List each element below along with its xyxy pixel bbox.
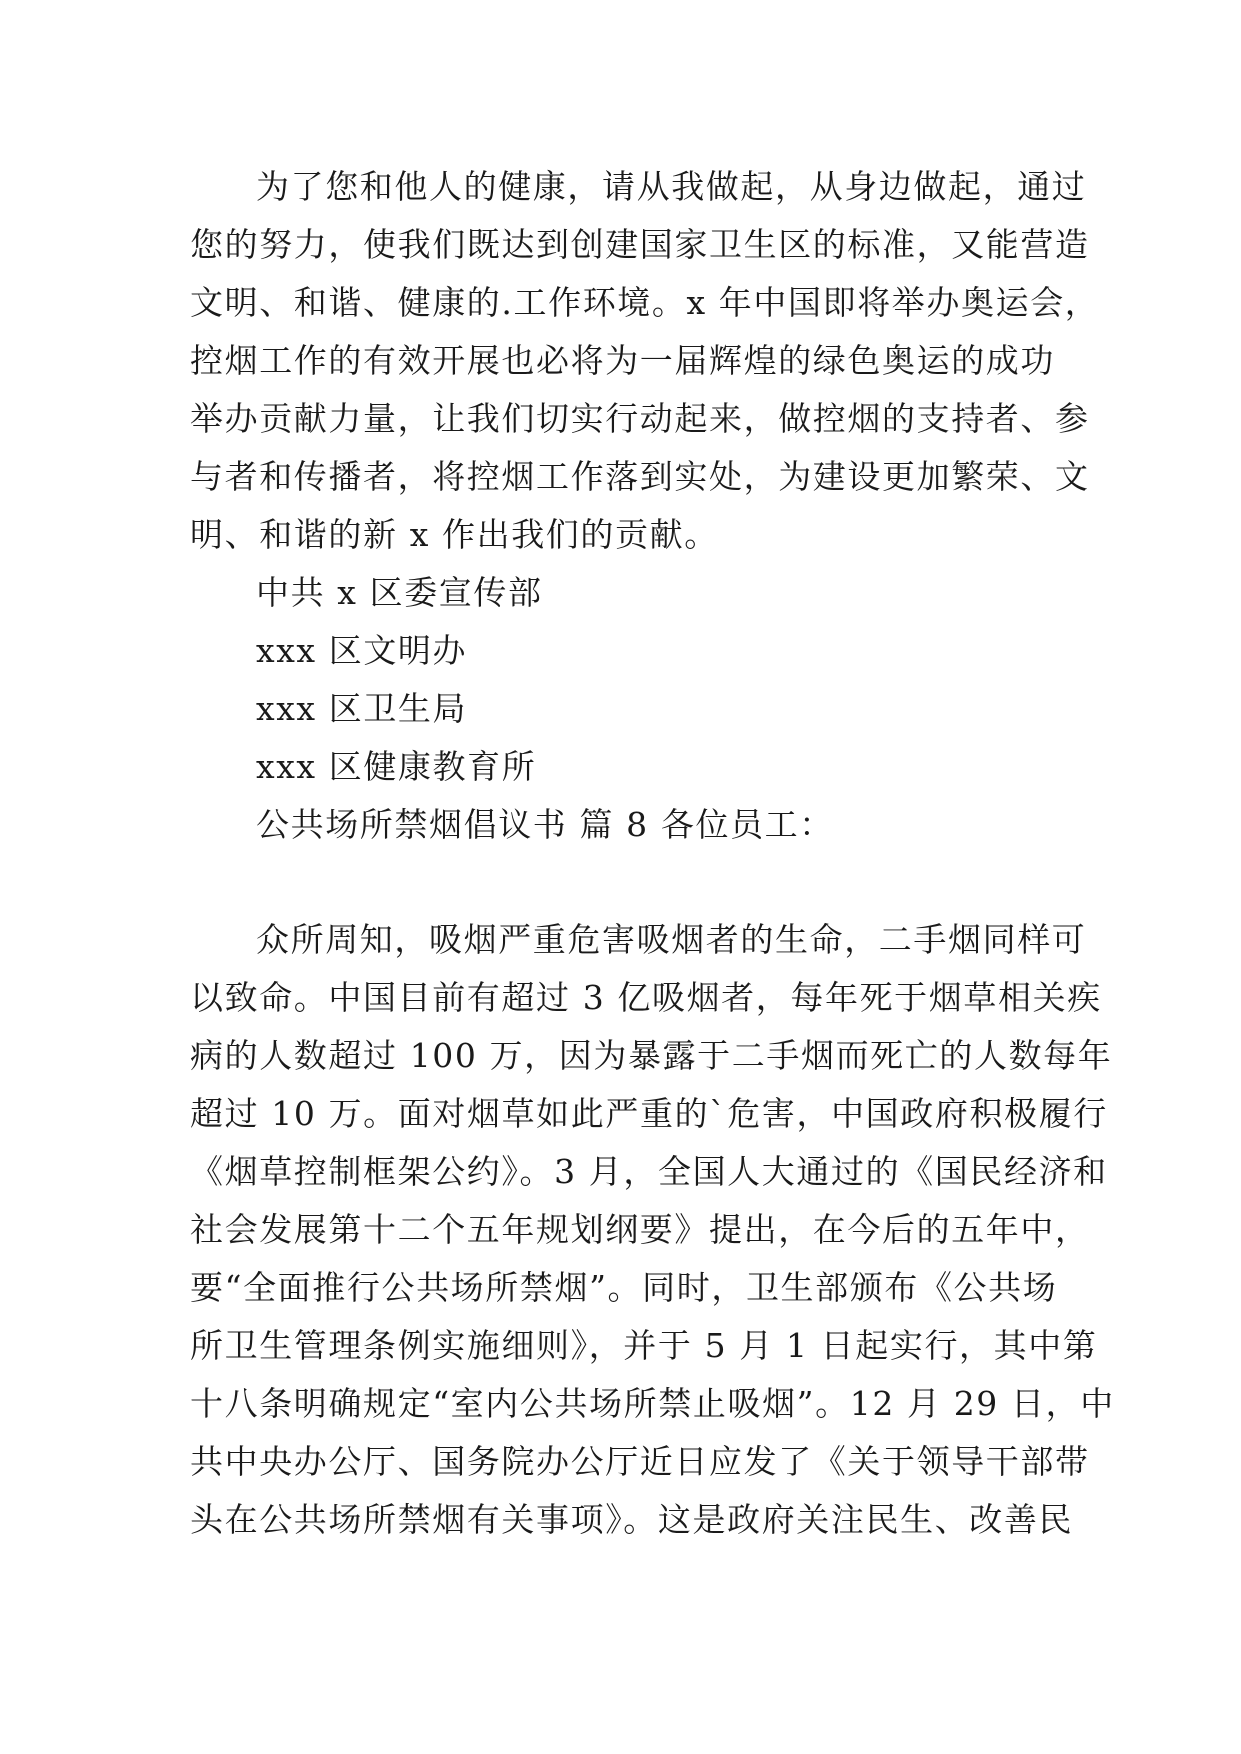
paragraph-line: 明、和谐的新 x 作出我们的贡献。 xyxy=(190,515,719,554)
paragraph-line: 您的努力，使我们既达到创建国家卫生区的标准，又能营造 xyxy=(190,225,1090,264)
text-section-1 xyxy=(190,158,1100,854)
paragraph-line: 举办贡献力量，让我们切实行动起来，做控烟的支持者、参 xyxy=(190,399,1090,438)
paragraph-line: 头在公共场所禁烟有关事项》。这是政府关注民生、改善民 xyxy=(190,1500,1074,1539)
paragraph-line: 十八条明确规定“室内公共场所禁止吸烟”。12 月 29 日，中 xyxy=(190,1384,1115,1423)
paragraph-line: 病的人数超过 100 万，因为暴露于二手烟而死亡的人数每年 xyxy=(190,1036,1113,1075)
paragraph-line: 控烟工作的有效开展也必将为一届辉煌的绿色奥运的成功 xyxy=(190,341,1055,380)
paragraph-line: 以致命。中国目前有超过 3 亿吸烟者，每年死于烟草相关疾 xyxy=(190,978,1102,1017)
signature-line: 中共 x 区委宣传部 xyxy=(256,573,543,612)
signature-line: xxx 区卫生局 xyxy=(256,689,468,728)
paragraph-line: 文明、和谐、健康的.工作环境。x 年中国即将举办奥运会， xyxy=(190,283,1100,322)
paragraph-line: 所卫生管理条例实施细则》，并于 5 月 1 日起实行，其中第 xyxy=(190,1326,1098,1365)
paragraph-line: 社会发展第十二个五年规划纲要》提出，在今后的五年中， xyxy=(190,1210,1090,1249)
section-heading: 公共场所禁烟倡议书 篇 8 各位员工： xyxy=(256,805,834,844)
paragraph-line: 超过 10 万。面对烟草如此严重的`危害，中国政府积极履行 xyxy=(190,1094,1108,1133)
paragraph-line: 为了您和他人的健康，请从我做起，从身边做起，通过 xyxy=(256,167,1087,206)
text-section-2 xyxy=(190,911,1115,1549)
paragraph-line: 共中央办公厅、国务院办公厅近日应发了《关于领导干部带 xyxy=(190,1442,1090,1481)
signature-line: xxx 区文明办 xyxy=(256,631,468,670)
paragraph-line: 要“全面推行公共场所禁烟”。同时，卫生部颁布《公共场 xyxy=(190,1268,1058,1307)
paragraph-line: 众所周知，吸烟严重危害吸烟者的生命，二手烟同样可 xyxy=(256,920,1087,959)
paragraph-line: 与者和传播者，将控烟工作落到实处，为建设更加繁荣、文 xyxy=(190,457,1090,496)
paragraph-line: 《烟草控制框架公约》。3 月，全国人大通过的《国民经济和 xyxy=(190,1152,1108,1191)
signature-line: xxx 区健康教育所 xyxy=(256,747,537,786)
